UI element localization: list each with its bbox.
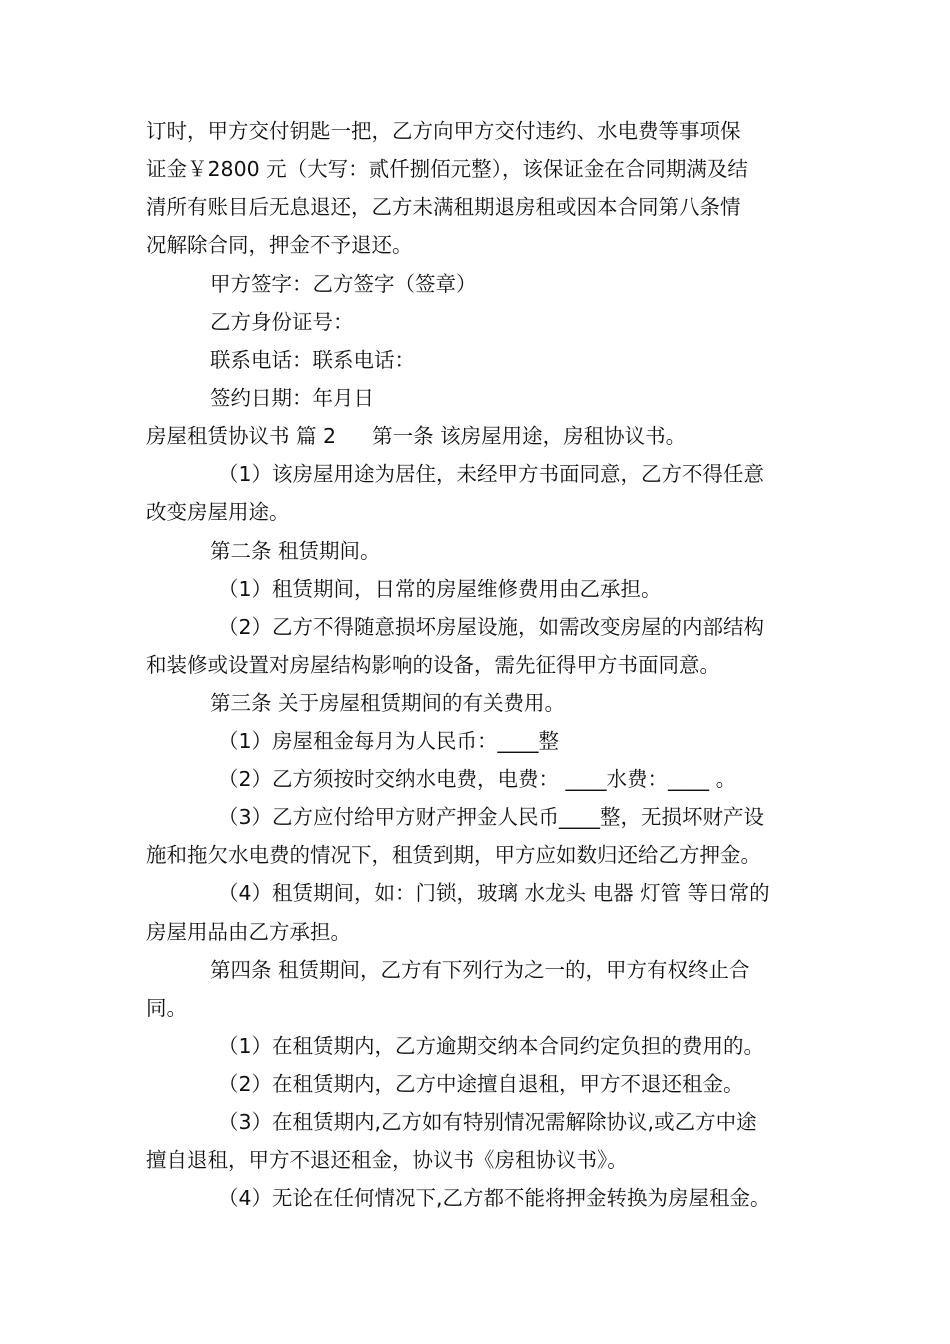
article-heading: 第三条 关于房屋租赁期间的有关费用。 [210,691,566,715]
paragraph-line: （1）房屋租金每月为人民币：____整 [218,729,560,753]
paragraph-line: 施和拖欠水电费的情况下，租赁到期，甲方应如数归还给乙方押金。 [146,843,761,867]
paragraph-line: 改变房屋用途。 [146,500,290,524]
section-title: 房屋租赁协议书 篇 2 [146,424,337,448]
article-heading: 第四条 租赁期间，乙方有下列行为之一的，甲方有权终止合 [210,958,750,982]
paragraph-line: 同。 [146,996,187,1020]
paragraph-line: （1）在租赁期内，乙方逾期交纳本合同约定负担的费用的。 [218,1034,765,1058]
paragraph-line: （4）无论在任何情况下,乙方都不能将押金转换为房屋租金。 [218,1186,771,1210]
section-heading-line [146,422,686,450]
article-heading: 第一条 该房屋用途，房租协议书。 [372,424,687,448]
paragraph-line: （1）租赁期间，日常的房屋维修费用由乙承担。 [218,577,662,601]
paragraph-line: 况解除合同，押金不予退还。 [146,233,413,257]
date-line: 签约日期：年月日 [210,386,374,410]
paragraph-line: （2）乙方须按时交纳水电费，电费： ____水费：____ 。 [218,767,737,791]
paragraph-line: 擅自退租，甲方不退还租金，协议书《房租协议书》。 [146,1148,628,1172]
paragraph-line: （2）乙方不得随意损坏房屋设施，如需改变房屋的内部结构 [218,615,765,639]
paragraph-line: （2）在租赁期内，乙方中途擅自退租，甲方不退还租金。 [218,1072,744,1096]
paragraph-line: （1）该房屋用途为居住，未经甲方书面同意，乙方不得任意 [218,462,765,486]
paragraph-line: 证金￥2800 元（大写：贰仟捌佰元整），该保证金在合同期满及结 [146,157,748,181]
paragraph-line: 和装修或设置对房屋结构影响的设备，需先征得甲方书面同意。 [146,653,720,677]
paragraph-line: （3）乙方应付给甲方财产押金人民币____整，无损坏财产设 [218,805,765,829]
paragraph-line: （4）租赁期间，如：门锁，玻璃 水龙头 电器 灯管 等日常的 [218,881,770,905]
paragraph-line: （3）在租赁期内,乙方如有特别情况需解除协议,或乙方中途 [218,1110,757,1134]
paragraph-line: 房屋用品由乙方承担。 [146,920,351,944]
id-number-line: 乙方身份证号： [210,310,354,334]
article-heading: 第二条 租赁期间。 [210,539,381,563]
phone-line: 联系电话：联系电话： [210,348,415,372]
signature-line: 甲方签字：乙方签字（签章） [210,272,477,296]
paragraph-line: 订时，甲方交付钥匙一把，乙方向甲方交付违约、水电费等事项保 [146,119,741,143]
paragraph-line: 清所有账目后无息退还，乙方未满租期退房租或因本合同第八条情 [146,195,741,219]
